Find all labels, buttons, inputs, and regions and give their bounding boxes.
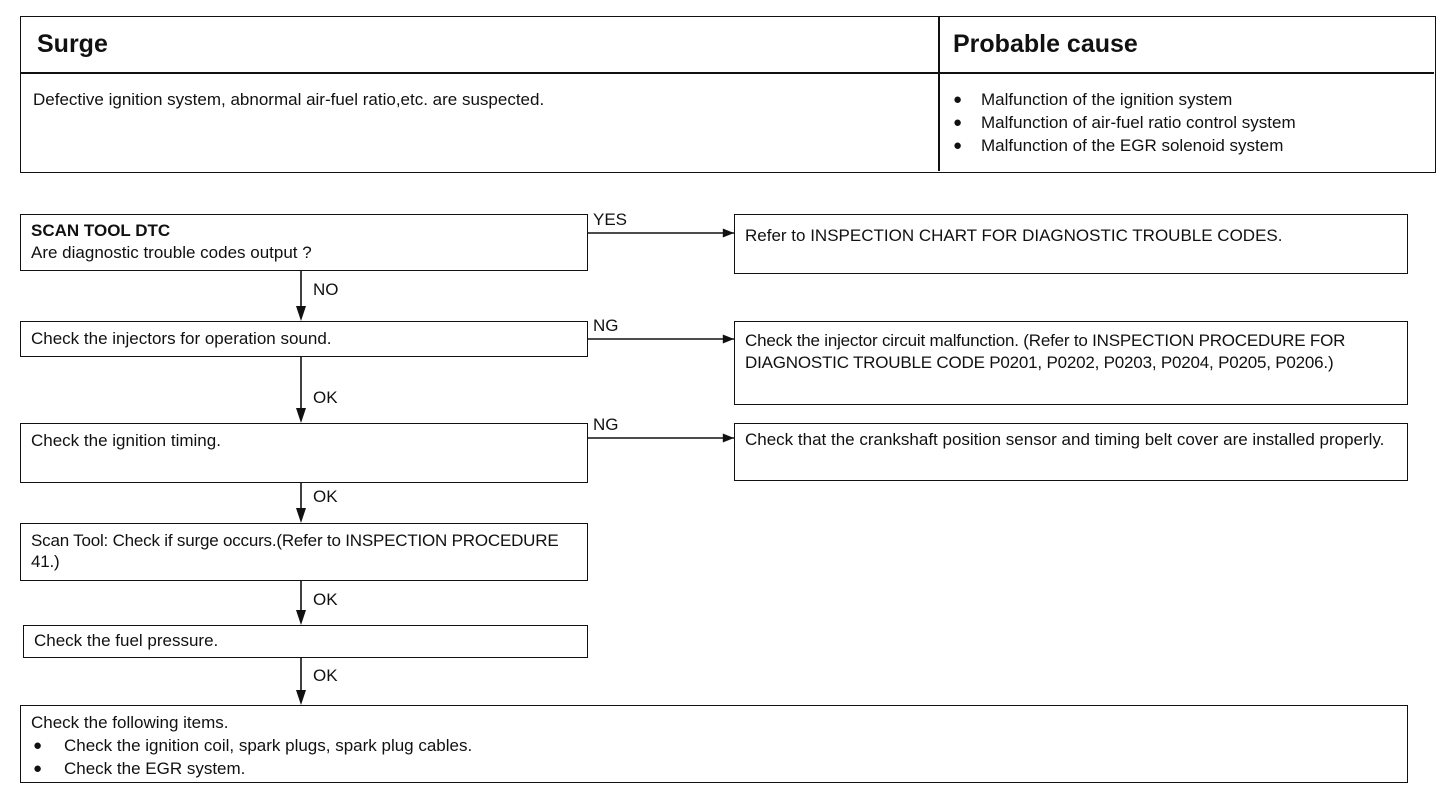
result-text: Refer to INSPECTION CHART FOR DIAGNOSTIC TROUBLE CODES.: [745, 226, 1283, 245]
ok-label-injector: OK: [313, 388, 338, 407]
check-item: [31, 757, 1397, 780]
down-arrow-ok-3: [296, 581, 306, 625]
bullet-icon: ●: [33, 760, 43, 777]
step-scan-tool-surge: [20, 523, 588, 581]
result-crankshaft-sensor: [734, 423, 1408, 481]
step-injector-sound: [20, 321, 588, 357]
check-item: [31, 734, 1397, 757]
result-text: Check that the crankshaft position sensor and timing belt cover are installed properly.: [745, 430, 1385, 449]
ng-label-injector: NG: [593, 316, 619, 335]
cause-item-text: Malfunction of air-fuel ratio control system: [981, 113, 1296, 132]
step-text: Check the fuel pressure.: [34, 631, 219, 650]
bullet-icon: ●: [953, 114, 963, 131]
step-intro: Check the following items.: [31, 713, 229, 732]
cause-item-text: Malfunction of the EGR solenoid system: [981, 136, 1284, 155]
probable-cause-title: Probable cause: [953, 30, 1138, 58]
step-text: Scan Tool: Check if surge occurs.(Refer to INSPECTION PROCEDURE 41.): [31, 531, 559, 571]
bullet-icon: ●: [953, 91, 963, 108]
bullet-icon: ●: [33, 737, 43, 754]
cause-item-text: Malfunction of the ignition system: [981, 90, 1233, 109]
check-item-text: Check the ignition coil, spark plugs, spark plug cables.: [64, 736, 473, 755]
down-arrow-ok-1: [296, 357, 306, 423]
step-check-items: [20, 705, 1408, 783]
ok-label-scan-tool: OK: [313, 590, 338, 609]
check-item-list: [31, 734, 1397, 780]
result-injector-circuit: [734, 321, 1408, 405]
step-title: SCAN TOOL DTC: [31, 221, 171, 240]
ng-label-timing: NG: [593, 415, 619, 434]
down-arrow-no: [296, 271, 306, 321]
check-item-text: Check the EGR system.: [64, 759, 246, 778]
step-fuel-pressure: [23, 625, 588, 658]
bullet-icon: ●: [953, 137, 963, 154]
result-text: Check the injector circuit malfunction. (Refer to INSPECTION PROCEDURE FOR DIAGNOSTIC TROUBLE CODE P0201, P0202, P0203, P0204, P0205, P0206.): [745, 331, 1346, 372]
down-arrow-ok-2: [296, 483, 306, 523]
step-text: Check the ignition timing.: [31, 431, 221, 450]
no-label: NO: [313, 280, 339, 299]
ok-label-timing: OK: [313, 487, 338, 506]
result-inspection-chart: [734, 214, 1408, 274]
step-question: Are diagnostic trouble codes output ?: [31, 243, 312, 262]
down-arrow-ok-4: [296, 658, 306, 705]
ok-label-fuel: OK: [313, 666, 338, 685]
step-text: Check the injectors for operation sound.: [31, 329, 332, 348]
step-ignition-timing: [20, 423, 588, 483]
yes-label: YES: [593, 210, 628, 229]
step-scan-tool-dtc: [20, 214, 588, 271]
symptom-description: Defective ignition system, abnormal air-fuel ratio,etc. are suspected.: [33, 90, 545, 109]
symptom-title: Surge: [37, 30, 108, 58]
